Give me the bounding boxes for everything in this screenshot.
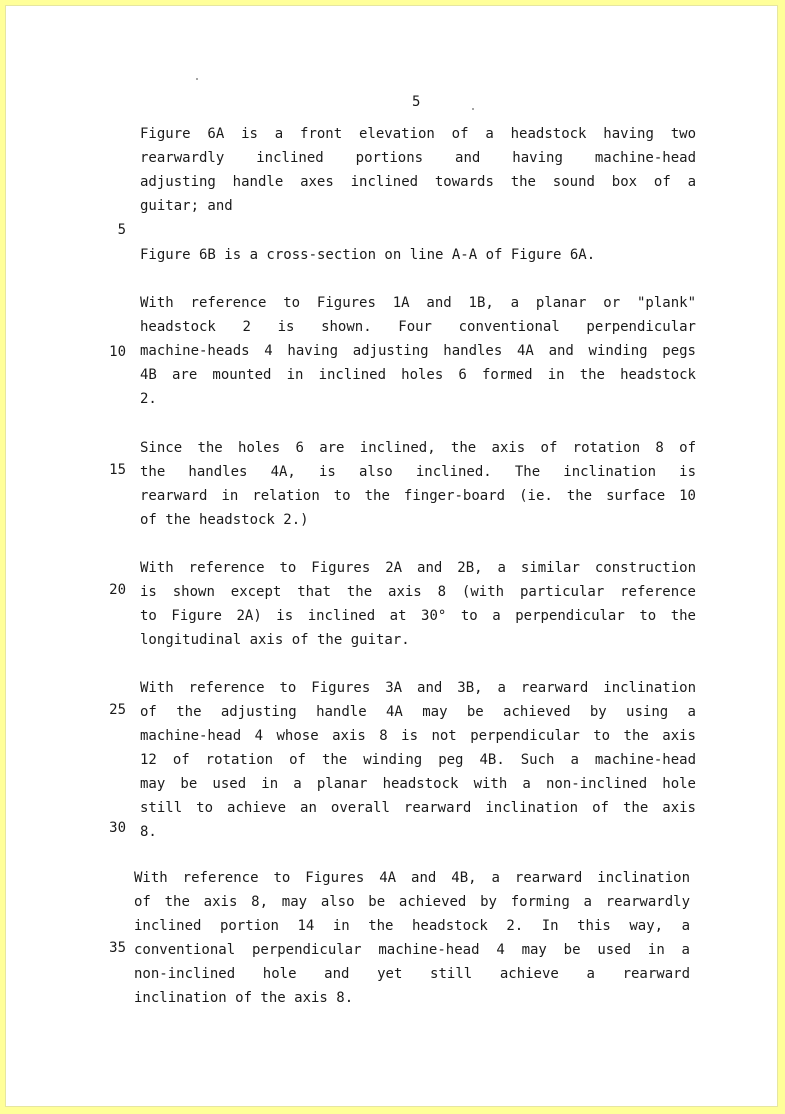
text-line: is shown except that the axis 8 (with particular reference <box>140 584 696 600</box>
text-line: adjusting handle axes inclined towards the sound box of a <box>140 174 696 190</box>
text-line: machine-head 4 whose axis 8 is not perpendicular to the axis <box>140 728 696 744</box>
text-line: still to achieve an overall rearward inclination of the axis <box>140 800 696 816</box>
text-line: Figure 6A is a front elevation of a headstock having two <box>140 126 696 142</box>
margin-line-number: 10 <box>109 344 126 360</box>
text-line: guitar; and <box>140 198 233 214</box>
text-line: With reference to Figures 2A and 2B, a similar construction <box>140 560 696 576</box>
margin-line-number: 35 <box>109 940 126 956</box>
text-line: of the axis 8, may also be achieved by forming a rearwardly <box>134 894 690 910</box>
paragraph <box>140 556 696 652</box>
text-line: Since the holes 6 are inclined, the axis of rotation 8 of <box>140 440 696 456</box>
margin-line-number: 30 <box>109 820 126 836</box>
text-line: With reference to Figures 4A and 4B, a rearward inclination <box>134 870 690 886</box>
scan-speck <box>196 78 198 80</box>
paragraph <box>134 866 690 1010</box>
text-line: of the headstock 2.) <box>140 512 309 528</box>
text-line: rearwardly inclined portions and having machine-head <box>140 150 696 166</box>
text-line: inclined portion 14 in the headstock 2. In this way, a <box>134 918 690 934</box>
text-line: Figure 6B is a cross-section on line A-A of Figure 6A. <box>140 247 596 263</box>
text-line: 2. <box>140 391 157 407</box>
text-line: headstock 2 is shown. Four conventional perpendicular <box>140 319 696 335</box>
text-line: With reference to Figures 3A and 3B, a rearward inclination <box>140 680 696 696</box>
paragraph <box>140 122 696 218</box>
paragraph <box>140 436 696 532</box>
text-line: non-inclined hole and yet still achieve a rearward <box>134 966 690 982</box>
text-line: may be used in a planar headstock with a non-inclined hole <box>140 776 696 792</box>
text-line: inclination of the axis 8. <box>134 990 354 1006</box>
margin-line-number: 25 <box>109 702 126 718</box>
margin-line-number: 15 <box>109 462 126 478</box>
paragraph <box>140 243 696 267</box>
text-line: longitudinal axis of the guitar. <box>140 632 410 648</box>
text-line: 4B are mounted in inclined holes 6 formed in the headstock <box>140 367 696 383</box>
page-number: 5 <box>412 94 421 110</box>
margin-line-number: 20 <box>109 582 126 598</box>
scan-speck <box>472 108 474 110</box>
text-line: the handles 4A, is also inclined. The inclination is <box>140 464 696 480</box>
paragraph <box>140 676 696 844</box>
text-line: of the adjusting handle 4A may be achieved by using a <box>140 704 696 720</box>
paragraph <box>140 291 696 411</box>
text-line: 12 of rotation of the winding peg 4B. Such a machine-head <box>140 752 696 768</box>
text-line: With reference to Figures 1A and 1B, a planar or "plank" <box>140 295 696 311</box>
text-line: to Figure 2A) is inclined at 30° to a perpendicular to the <box>140 608 696 624</box>
text-line: conventional perpendicular machine-head 4 may be used in a <box>134 942 690 958</box>
text-line: rearward in relation to the finger-board (ie. the surface 10 <box>140 488 696 504</box>
text-line: 8. <box>140 824 157 840</box>
margin-line-number: 5 <box>117 222 126 238</box>
text-line: machine-heads 4 having adjusting handles 4A and winding pegs <box>140 343 696 359</box>
